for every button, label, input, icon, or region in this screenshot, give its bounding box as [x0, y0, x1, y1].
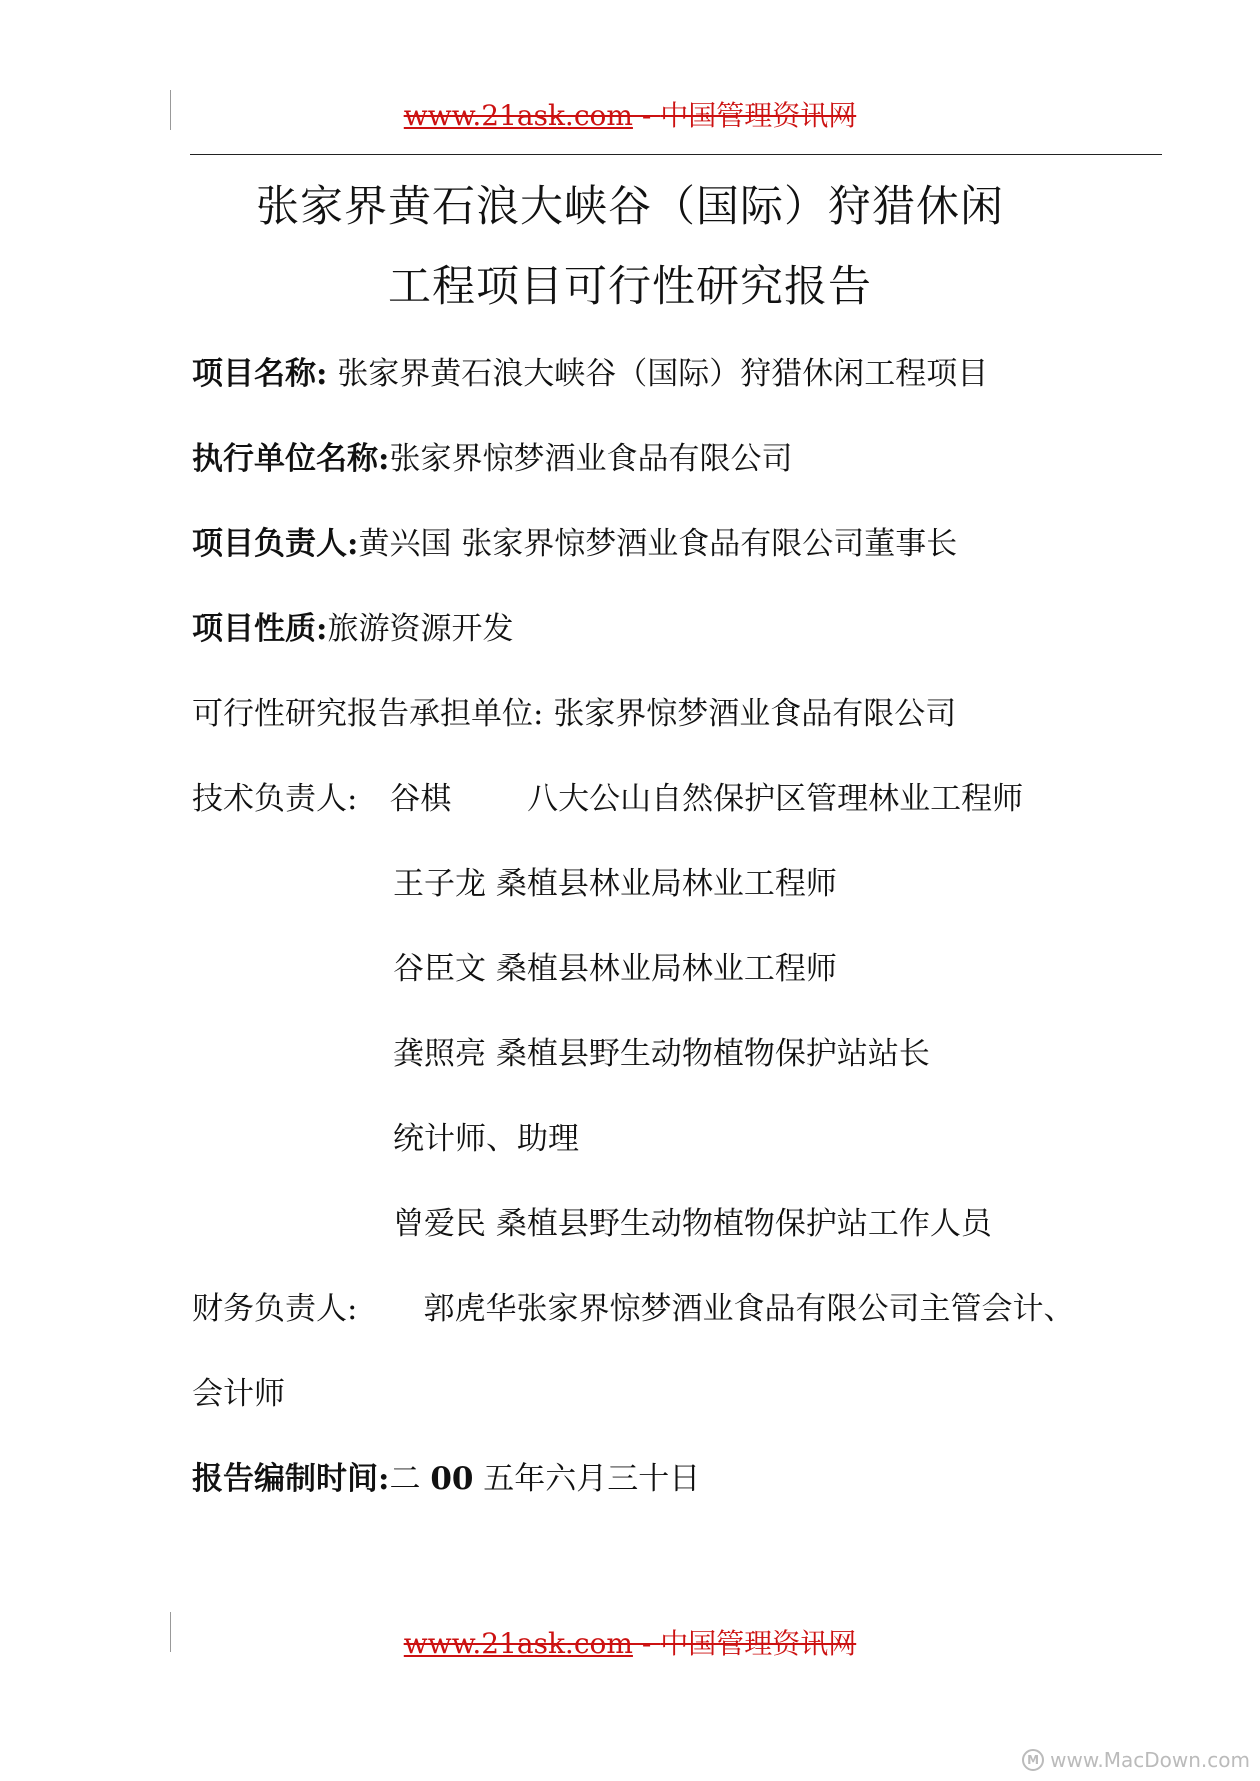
header-site-name: 中国管理资讯网 — [660, 99, 857, 132]
leader-row — [192, 526, 957, 563]
tech-person-name: 龚照亮 — [393, 1036, 486, 1072]
finance-row-cont — [192, 1376, 285, 1413]
tech-row-4 — [393, 1121, 579, 1158]
tech-row-5 — [393, 1206, 992, 1243]
watermark-text: www.MacDown.com — [1050, 1748, 1250, 1772]
project-name-value: 张家界黄石浪大峡谷（国际）狩猎休闲工程项目 — [337, 356, 989, 392]
tech-person-name: 曾爱民 — [393, 1206, 486, 1242]
tech-person-role: 八大公山自然保护区管理林业工程师 — [527, 781, 1024, 817]
finance-value-cont: 会计师 — [192, 1376, 285, 1412]
report-unit-label: 可行性研究报告承担单位: — [192, 696, 544, 732]
footer-url[interactable]: www.21ask.com — [403, 1627, 633, 1660]
tech-person-name: 谷棋 — [389, 781, 452, 817]
exec-unit-value: 张家界惊梦酒业食品有限公司 — [389, 441, 793, 477]
report-unit-row — [192, 696, 956, 733]
nature-row — [192, 611, 513, 648]
date-row — [192, 1461, 700, 1498]
page-footer[interactable] — [0, 1622, 1260, 1662]
date-label: 报告编制时间: — [192, 1461, 390, 1497]
tech-person-name: 王子龙 — [393, 866, 486, 902]
document-title-line2: 工程项目可行性研究报告 — [388, 262, 872, 312]
tech-row-0 — [192, 781, 1023, 818]
leader-label: 项目负责人: — [192, 526, 359, 562]
finance-row — [192, 1291, 1074, 1328]
report-unit-value: 张家界惊梦酒业食品有限公司 — [553, 696, 957, 732]
project-name-row — [192, 356, 988, 393]
nature-label: 项目性质: — [192, 611, 328, 647]
document-title-line1: 张家界黄石浪大峡谷（国际）狩猎休闲 — [256, 182, 1004, 232]
finance-label: 财务负责人: — [192, 1291, 358, 1327]
header-rule — [190, 154, 1162, 155]
watermark — [1022, 1748, 1250, 1772]
tech-person-name: 谷臣文 — [393, 951, 486, 987]
tech-row-2 — [393, 951, 837, 988]
leader-value: 黄兴国 张家界惊梦酒业食品有限公司董事长 — [358, 526, 958, 562]
tech-label: 技术负责人: — [192, 781, 358, 817]
page-header[interactable] — [0, 94, 1260, 134]
exec-unit-row — [192, 441, 792, 478]
tech-person-role: 桑植县野生动物植物保护站站长 — [495, 1036, 930, 1072]
finance-value: 郭虎华张家界惊梦酒业食品有限公司主管会计、 — [423, 1291, 1075, 1327]
header-separator: - — [632, 99, 661, 132]
tech-person-role: 桑植县野生动物植物保护站工作人员 — [495, 1206, 992, 1242]
tech-person-role: 统计师、助理 — [393, 1121, 579, 1157]
footer-site-name: 中国管理资讯网 — [660, 1627, 857, 1660]
date-value-prefix: 二 — [389, 1461, 431, 1497]
tech-row-1 — [393, 866, 837, 903]
tech-row-3 — [393, 1036, 930, 1073]
date-value-bold: 00 — [430, 1461, 474, 1497]
tech-person-role: 桑植县林业局林业工程师 — [495, 866, 837, 902]
project-name-label: 项目名称: — [192, 356, 328, 392]
nature-value: 旅游资源开发 — [327, 611, 514, 647]
tech-person-role: 桑植县林业局林业工程师 — [495, 951, 837, 987]
header-url[interactable]: www.21ask.com — [403, 99, 633, 132]
exec-unit-label: 执行单位名称: — [192, 441, 390, 477]
watermark-logo-icon: M — [1022, 1749, 1044, 1771]
footer-separator: - — [632, 1627, 661, 1660]
date-value-suffix: 五年六月三十日 — [473, 1461, 701, 1497]
